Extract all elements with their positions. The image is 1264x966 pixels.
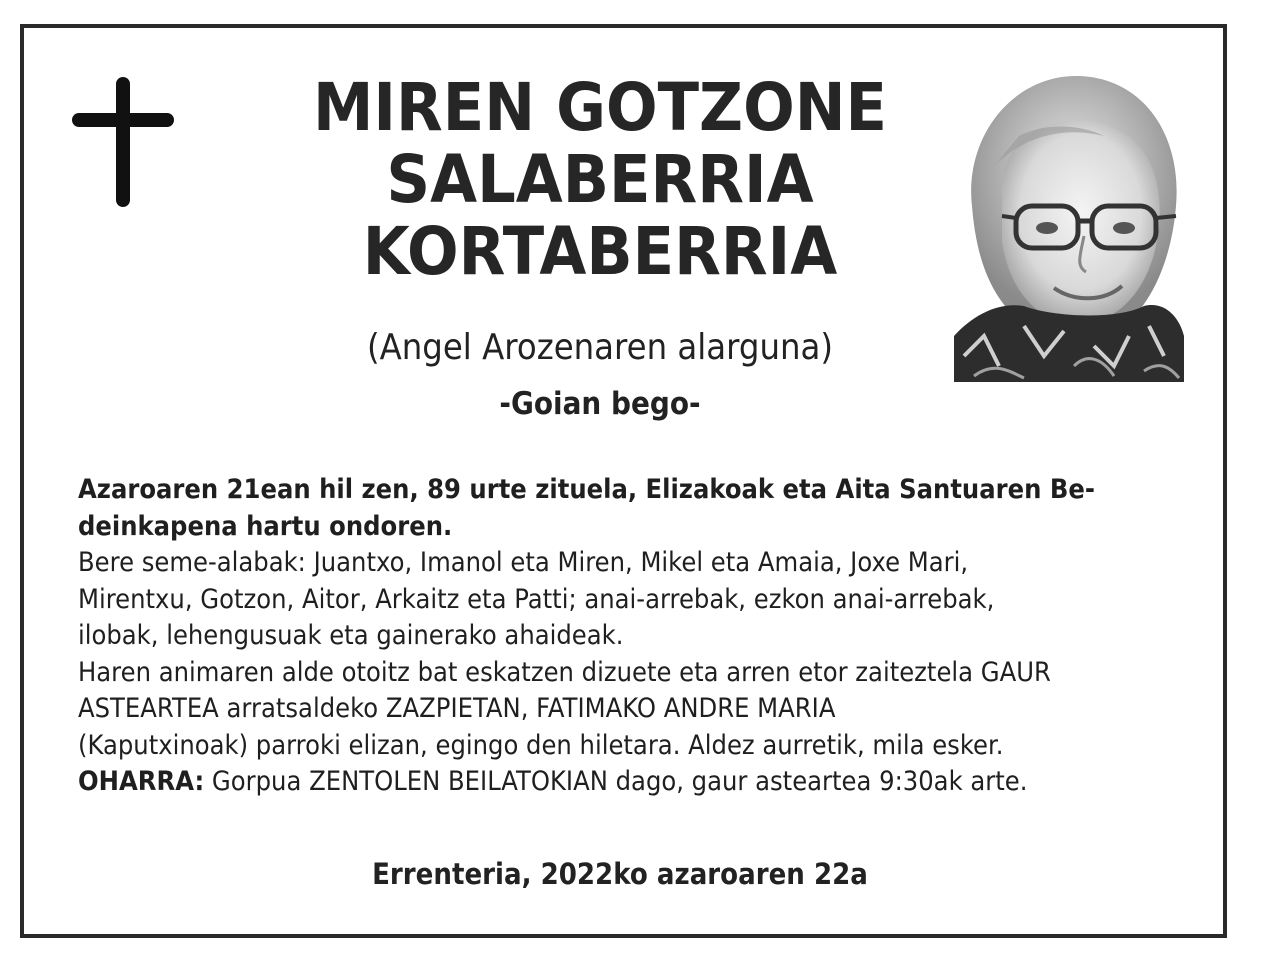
text-line: (Kaputxinoak) parroki elizan, egingo den hiletara. Aldez aurretik, mila esker. [78, 729, 1004, 761]
name-line-3: KORTABERRIA [362, 213, 838, 290]
text-line: ASTEARTEA arratsaldeko ZAZPIETAN, FATIMAKO ANDRE MARIA [78, 693, 836, 724]
text-line: Azaroaren 21ean hil zen, 89 urte zituela, Elizakoak eta Aita Santuaren Be- [78, 474, 1095, 505]
text-line: Mirentxu, Gotzon, Aitor, Arkaitz eta Patti; anai-arrebak, ezkon anai-arrebak, [78, 583, 995, 615]
note-text: Gorpua ZENTOLEN BEILATOKIAN dago, gaur asteartea 9:30ak arte. [204, 766, 1028, 797]
text-line: deinkapena hartu ondoren. [78, 510, 453, 542]
note [78, 764, 1113, 801]
deceased-name [269, 69, 931, 290]
rip-phrase: -Goian bego- [499, 386, 701, 422]
announcement-body [78, 472, 1113, 801]
name-line-2: SALABERRIA [386, 141, 814, 218]
place-date: Errenteria, 2022ko azaroaren 22a [372, 857, 868, 891]
portrait-photo [954, 66, 1184, 382]
text-line: Haren animaren alde otoitz bat eskatzen dizuete eta arren etor zaiteztela GAUR [78, 656, 1051, 688]
funeral-invitation [78, 655, 1113, 765]
name-line-1: MIREN GOTZONE [312, 69, 888, 146]
family-list [78, 545, 1113, 655]
death-statement [78, 472, 1113, 545]
spouse-note: (Angel Arozenaren alarguna) [366, 327, 834, 368]
text-line: ilobak, lehengusuak eta gainerako ahaideak. [78, 620, 624, 651]
text-line: Bere seme-alabak: Juantxo, Imanol eta Miren, Mikel eta Amaia, Joxe Mari, [78, 547, 969, 578]
note-label: OHARRA: [78, 766, 205, 797]
cross-icon [72, 77, 176, 209]
